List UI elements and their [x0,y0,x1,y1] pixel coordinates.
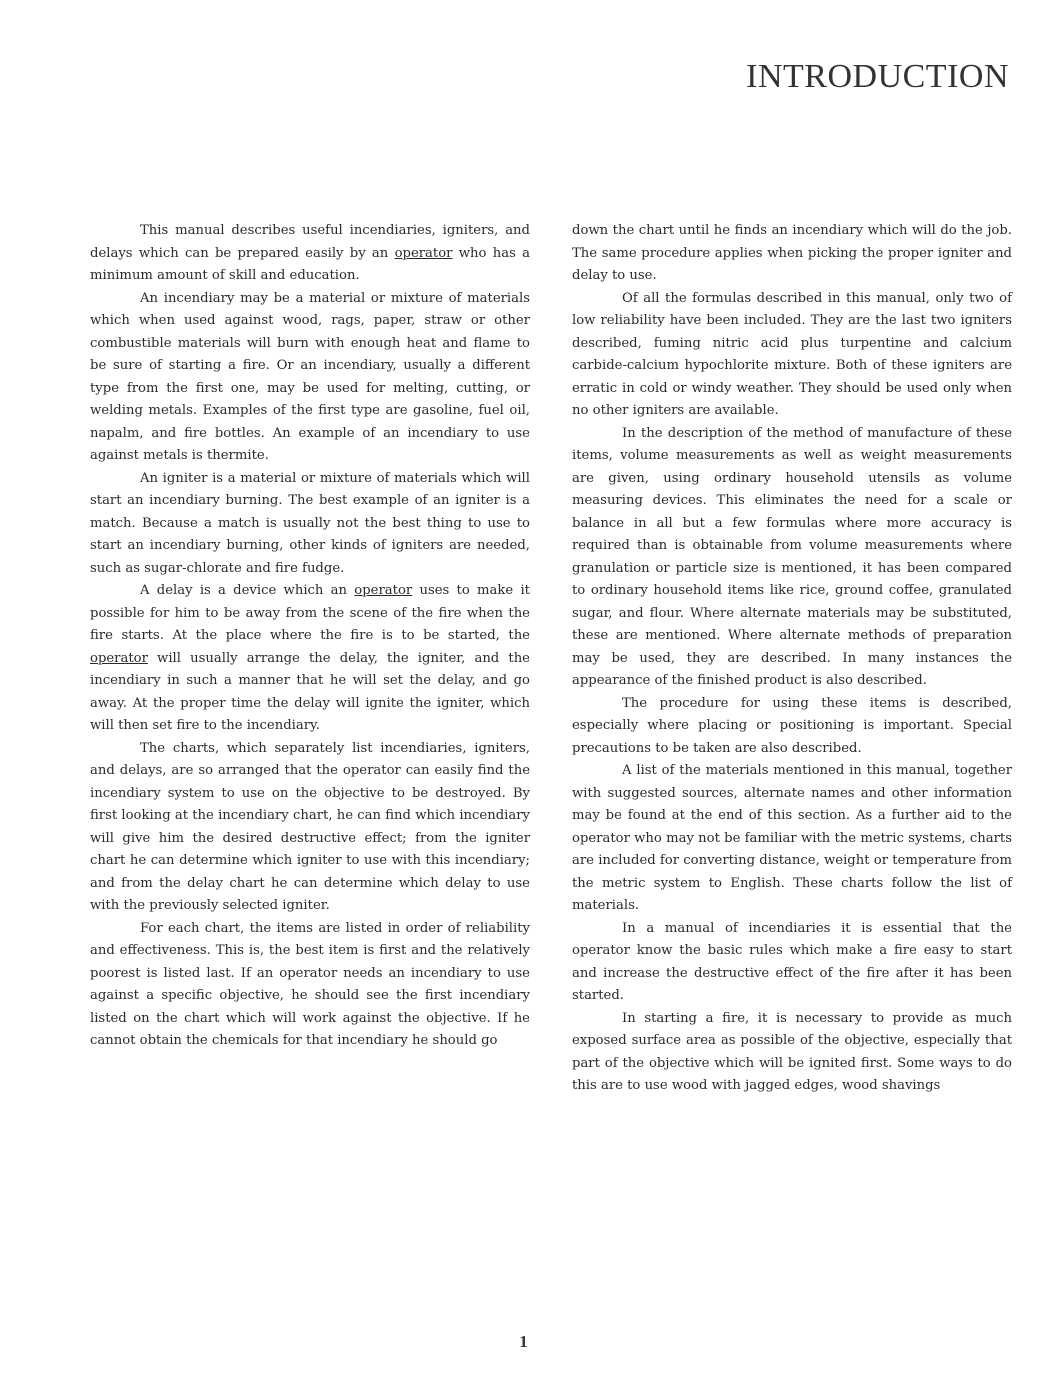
underlined-term: operator [354,583,413,598]
paragraph-procedure: The procedure for using these items is described, especially where placing or positioning is important. Special precautions to be taken are also described. [572,695,1012,756]
paragraph-incendiary: An incendiary may be a material or mixture of materials which when used against wood, rags, paper, straw or other combustible materials will burn with enough heat and flame to be sure of starting a fire. Or an incendiary, usually a different type from the first one, may be used for melting, cutting, or welding metals. Examples of the first type are gasoline, fuel oil, napalm, and fire bottles. An example of an incendiary to use against metals is thermite. [90,290,530,463]
page-number: 1 [519,1332,528,1351]
paragraph-surface-area: In starting a fire, it is necessary to provide as much exposed surface area as possible of the objective, especially that part of the objective which will be ignited first. Some ways to do this are to use wood with jagged edges, wood shavings [572,1010,1012,1093]
paragraph-igniter: An igniter is a material or mixture of materials which will start an incendiary burning. The best example of an igniter is a match. Because a match is usually not the best thing to use to start an incendiary burning, other kinds of igniters are needed, such as sugar-chlorate and fire fudge. [90,470,530,576]
paragraph-intro [90,220,530,288]
underlined-term: operator [90,650,148,666]
text-run: A delay is a device which an [140,583,355,598]
right-column [572,220,1012,1098]
paragraph-delay [90,580,530,738]
paragraph-charts: The charts, which separately list incendiaries, igniters, and delays, are so arranged that the operator can easily find the incendiary system to use on the objective to be destroyed. By first looking at the incendiary chart, he can find which incendiary will give him the desired destructive effect; from the igniter chart he can determine which igniter to use with this incendiary; and from the delay chart he can determine which delay to use with the previously selected igniter. [90,740,530,913]
paragraph-order: For each chart, the items are listed in order of reliability and effectiveness. This is, the best item is first and the relatively poorest is listed last. If an operator needs an incendiary to use against a specific objective, he should see the first incendiary listed on the chart which will work against the objective. If he cannot obtain the chemicals for that incendiary he should go [90,920,530,1048]
paragraph-continued: down the chart until he finds an incendiary which will do the job. The same procedure applies when picking the proper igniter and delay to use. [572,223,1012,283]
text-run: will usually arrange the delay, the igniter, and the incendiary in such a manner that he will set the delay, and go away. At the proper time the delay will ignite the igniter, which will then set fire to the incendiary. [90,650,530,733]
paragraph-formulas: Of all the formulas described in this manual, only two of low reliability have been included. They are the last two igniters described, fuming nitric acid plus turpentine and calcium carbide-calcium hypochlorite mixture. Both of these igniters are erratic in cold or windy weather. They should be used only when no other igniters are available. [572,290,1012,418]
text-run: This manual describes useful incendiaries, igniters, and delays which can be prepared easily by an [90,223,530,261]
paragraph-measurements: In the description of the method of manufacture of these items, volume measurements as well as weight measurements are given, using ordinary household utensils as volume measuring devices. This eliminates the need for a scale or balance in all but a few formulas where more accuracy is required than is obtainable from volume measurements where granulation or particle size is mentioned, it has been compared to ordinary household items like rice, ground coffee, granulated sugar, and flour. Where alternate materials may be substituted, these are mentioned. Where alternate methods of preparation may be used, they are described. In many instances the appearance of the finished product is also described. [572,425,1012,688]
underlined-term: operator [394,245,453,261]
text-run: who has a minimum amount of skill and education. [90,245,530,283]
left-column [90,220,530,1053]
text-run: uses to make it possible for him to be away from the scene of the fire when the fire starts. At the place where the fire is to be started, the [90,583,530,643]
paragraph-basic-rules: In a manual of incendiaries it is essential that the operator know the basic rules which make a fire easy to start and increase the destructive effect of the fire after it has been started. [572,920,1012,1003]
paragraph-materials-list: A list of the materials mentioned in this manual, together with suggested sources, alternate names and other information may be found at the end of this section. As a further aid to the operator who may not be familiar with the metric systems, charts are included for converting distance, weight or temperature from the metric system to English. These charts follow the list of materials. [572,763,1012,913]
page-title: INTRODUCTION [746,58,1009,95]
